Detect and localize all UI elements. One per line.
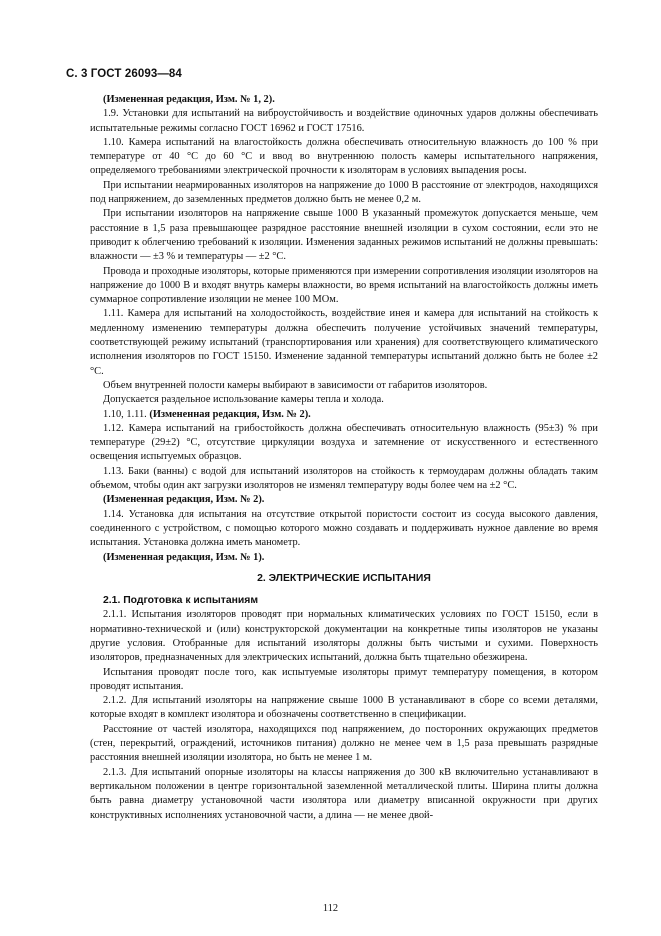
paragraph-2-1-1: 2.1.1. Испытания изоляторов проводят при нормальных климатических условиях по ГОСТ 15150, если в нормативно-технической и (или) конструкторской документации на конкретные типы изоляторов не указаны другие условия. Отобранные для испытаний изоляторы должны быть чистыми и сухими. Поверхность изоляторов, предназначенных для электрических испытаний, должна быть тщательно обезжирена. <box>90 609 598 664</box>
page-number: 112 <box>322 903 339 914</box>
amendment-note: (Измененная редакция, Изм. № 1). <box>103 551 265 563</box>
section-title: 2. ЭЛЕКТРИЧЕСКИЕ ИСПЫТАНИЯ <box>257 572 431 584</box>
paragraph: Испытания проводят после того, как испытуемые изоляторы примут температуру помещения, в котором проводят испытания. <box>90 666 598 692</box>
paragraph: При испытании изоляторов на напряжение свыше 1000 В указанный промежуток допускается меньше, чем расстояние в 1,5 раза превышающее разрядное расстояние внешней изоляции в сухом состоянии, если это не приводит к облегчению требований к изоляции. Изменения заданных режимов испытаний не должны превышать: влажности — ±3 % и температуры — ±2 °С. <box>90 208 598 263</box>
paragraph: Провода и проходные изоляторы, которые применяются при измерении сопротивления изоляции изоляторов на напряжение до 1000 В и входят внутрь камеры влажности, во время испытаний на влагостойкость должны иметь суммарное сопротивление изоляции не менее 100 МОм. <box>90 265 598 306</box>
paragraph: Объем внутренней полости камеры выбирают в зависимости от габаритов изоляторов. <box>103 379 488 391</box>
paragraph: При испытании неармированных изоляторов на напряжение до 1000 В расстояние от электродов, находящихся под напряжением, до заземленных предметов должно быть не менее 0,2 м. <box>90 179 598 206</box>
paragraph-2-1-3: 2.1.3. Для испытаний опорные изоляторы на классы напряжения до 300 кВ включительно устанавливают в вертикальном положении в центре горизонтальной заземленной металлической плиты. Ширина плиты должна быть равна диаметру установочной части изолятора или диаметру вписанной окружности при других конструктивных исполнениях установочной части, а длина — не менее двой- <box>90 766 598 821</box>
paragraph: Расстояние от частей изолятора, находящихся под напряжением, до посторонних окружающих предметов (стен, перекрытий, ограждений, источников питания) должно не менее чем в 1,5 раза превышать разрядные расстояния внешней изоляции изолятора, но быть не менее 1 м. <box>90 723 598 764</box>
paragraph-1-13: 1.13. Баки (ванны) с водой для испытаний изоляторов на стойкость к термоударам должны обладать таким объемом, чтобы один акт загрузки изоляторов не изменял температуру воды более чем на ±2 °С. <box>90 465 598 492</box>
document-body <box>90 93 598 823</box>
paragraph: Допускается раздельное использование камеры тепла и холода. <box>103 394 384 406</box>
paragraph-1-9: 1.9. Установки для испытаний на виброустойчивость и воздействие одиночных ударов должны обеспечивать испытательные режимы согласно ГОСТ 16962 и ГОСТ 17516. <box>90 108 598 134</box>
paragraph-1-10: 1.10. Камера испытаний на влагостойкость должна обеспечивать относительную влажность до 100 % при температуре от 40 °С до 60 °С и ввод во внутреннюю полость камеры испытательного напряжения, определяемого требованиями электрической прочности к изоляторам в условиях выпадения росы. <box>90 136 598 177</box>
paragraph-1-11: 1.11. Камера для испытаний на холодостойкость, воздействие инея и камера для испытаний на стойкость к медленному изменению температуры должна обеспечить получение устойчивых значений температуры, соответствующей режиму испытаний (транспортирования или хранения) для соответствующего климатического исполнения изоляторов по ГОСТ 15150. Изменение заданной температуры испытаний должно быть не более ±2 °С. <box>90 308 598 377</box>
paragraph-2-1-2: 2.1.2. Для испытаний изоляторы на напряжение свыше 1000 В устанавливают в сборе со всеми деталями, которые входят в комплект изолятора и обозначены соответственно в спецификации. <box>90 695 598 721</box>
paragraph-1-12: 1.12. Камера испытаний на грибостойкость должна обеспечивать относительную влажность (95±3) % при температуре (29±2) °С, отсутствие циркуляции воздуха и затемнение от искусственного и естественного освещения испытуемых образцов. <box>90 422 598 463</box>
amendment-line <box>90 408 598 422</box>
subsection-title: 2.1. Подготовка к испытаниям <box>103 595 259 607</box>
clause-refs: 1.10, 1.11. <box>103 408 150 420</box>
paragraph-1-14: 1.14. Установка для испытания на отсутствие открытой пористости состоит из сосуда высокого давления, соединенного с устройством, с помощью которого можно создавать и поддерживать нужное давление во время испытания. Установка должна иметь манометр. <box>90 508 598 549</box>
page-header: С. 3 ГОСТ 26093—84 <box>66 68 182 80</box>
amendment-note: (Измененная редакция, Изм. № 2). <box>103 494 265 506</box>
amendment-note: (Измененная редакция, Изм. № 2). <box>149 408 311 420</box>
amendment-note: (Измененная редакция, Изм. № 1, 2). <box>103 94 275 105</box>
